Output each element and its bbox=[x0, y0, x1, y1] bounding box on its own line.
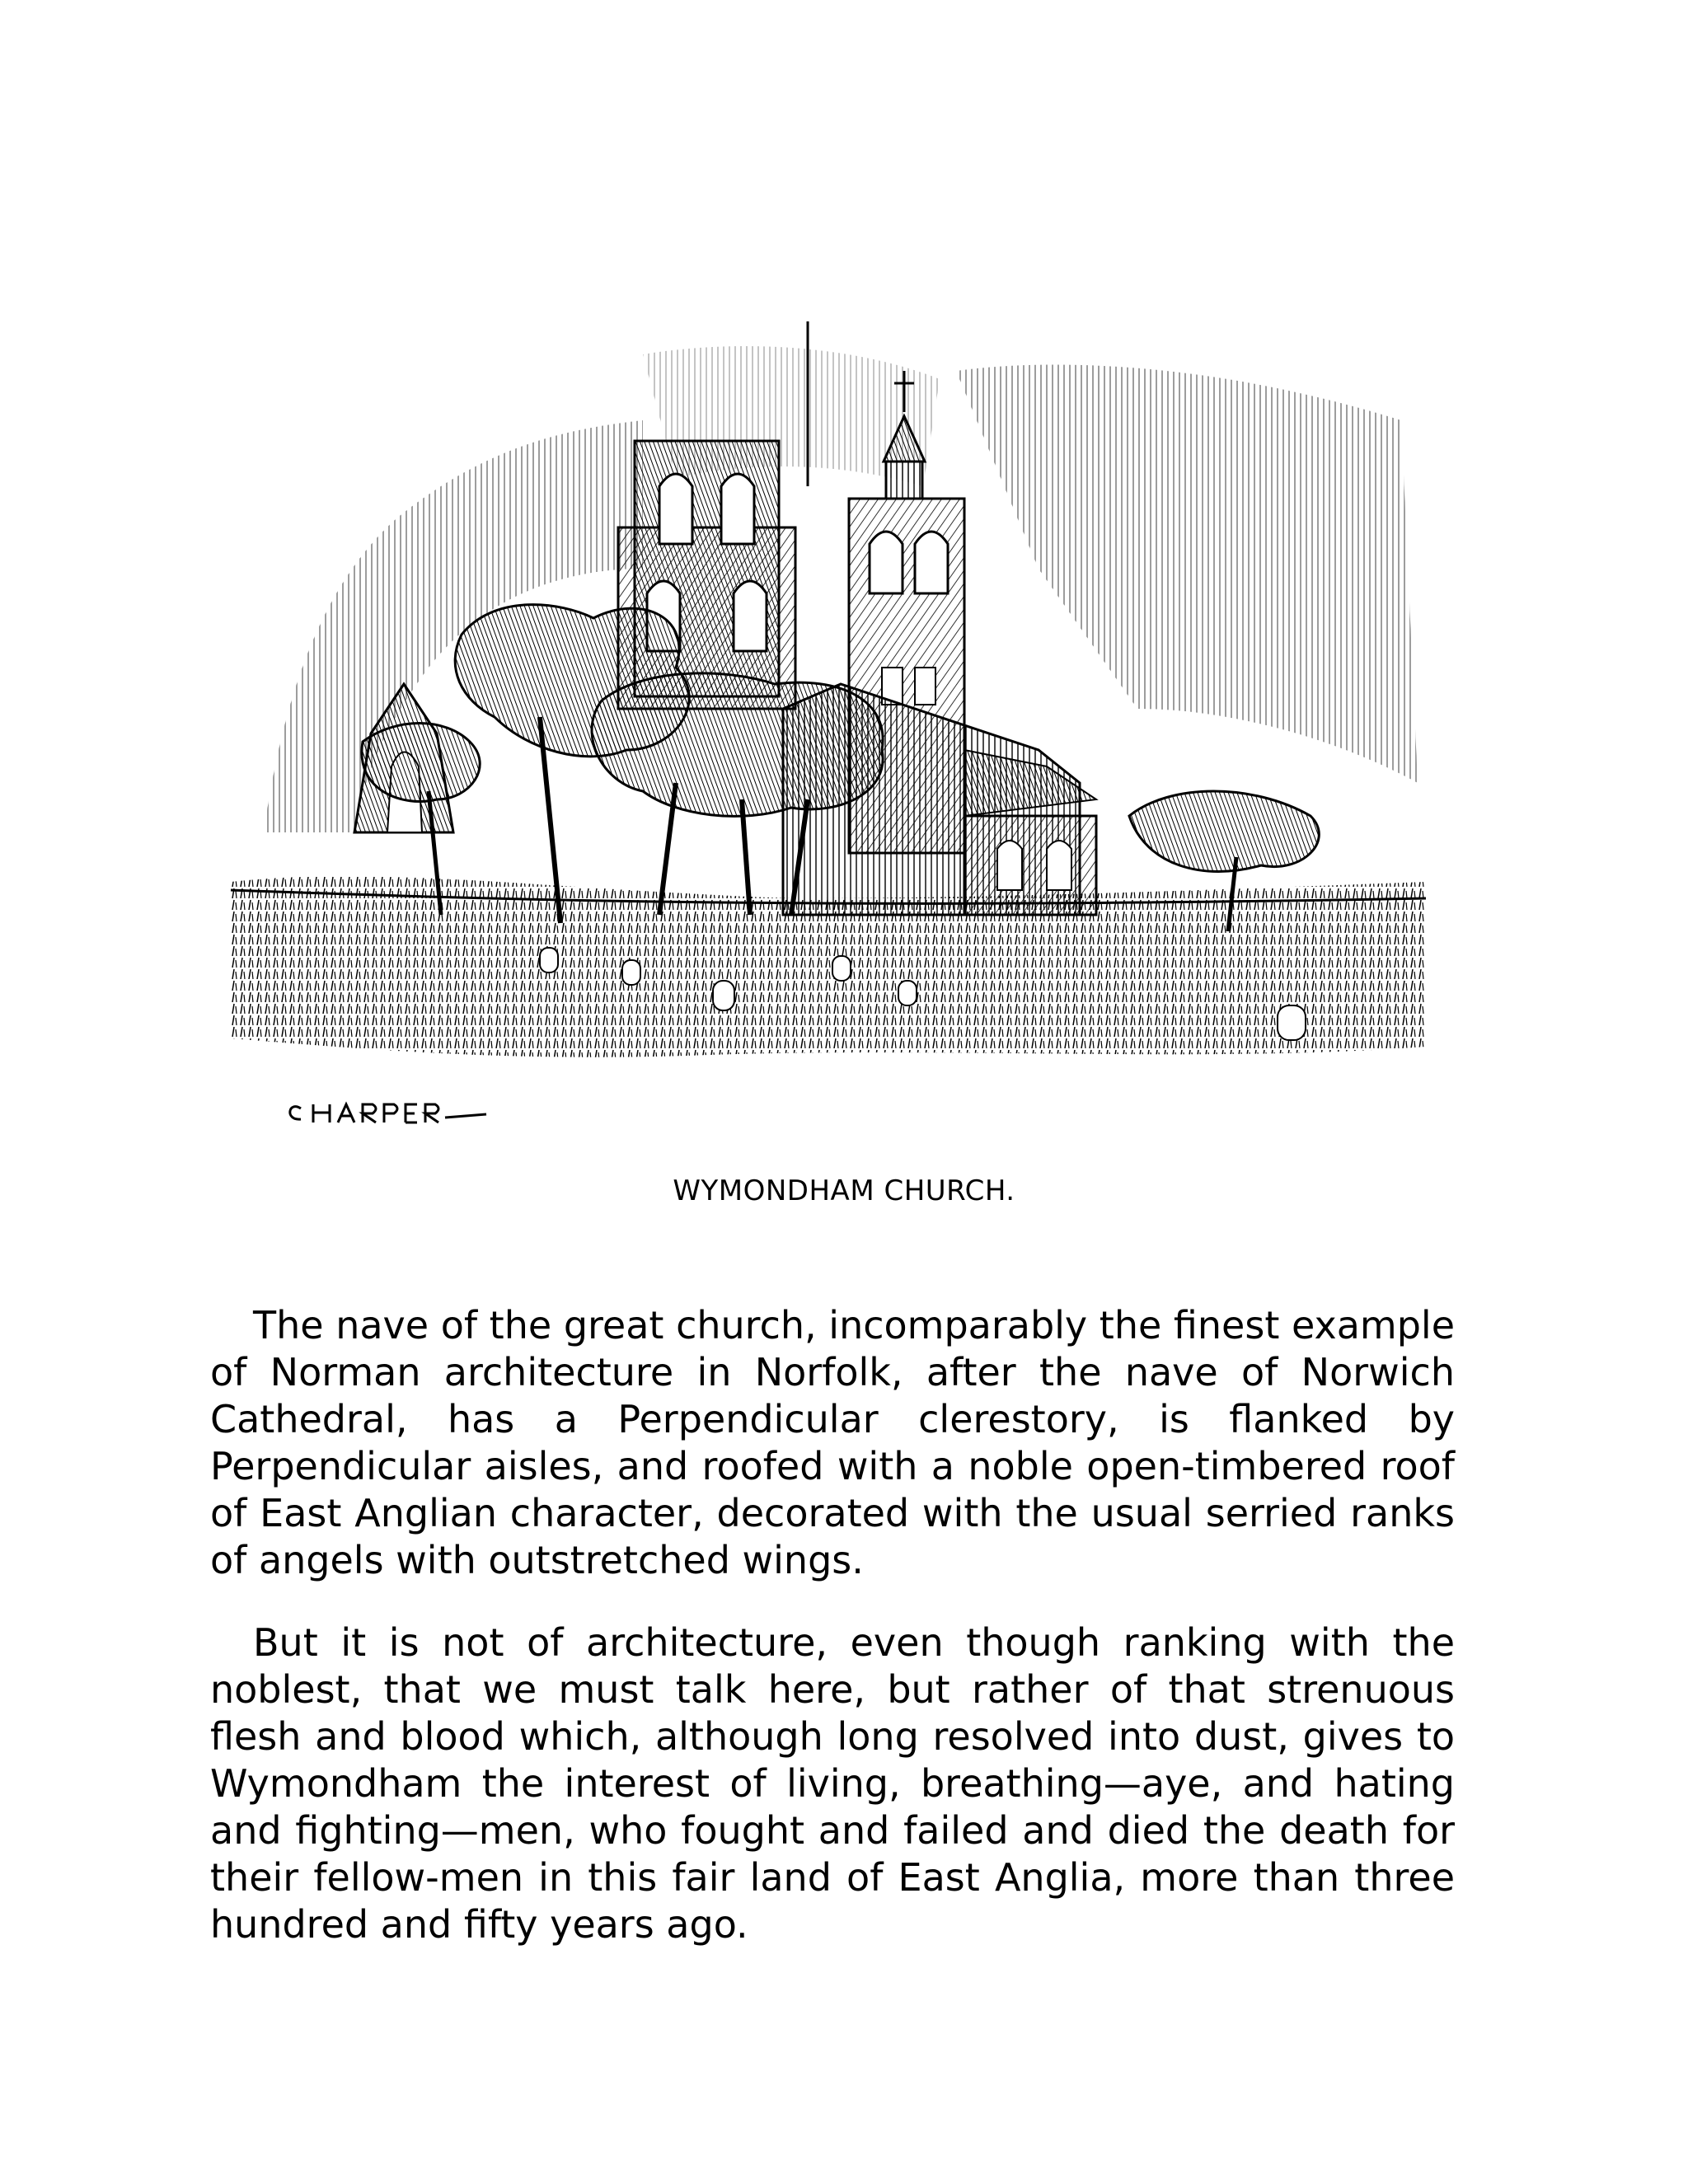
body-paragraph-2: But it is not of architecture, even though ranking with the noblest, that we must talk here, but rather of that strenuous flesh and blood which, although long resolved into dust, gives to Wymondham the interest of living, breathing—aye, and hating and fighting—men, who fought and failed and died the death for their fellow-men in this fair land of East Anglia, more than three hundred and fifty years ago. bbox=[210, 1620, 1455, 1947]
figure-caption: WYMONDHAM CHURCH. bbox=[673, 1174, 1015, 1207]
churchyard bbox=[231, 876, 1426, 1057]
church-illustration bbox=[214, 321, 1459, 1146]
artist-signature bbox=[290, 1104, 486, 1122]
body-paragraph-1: The nave of the great church, incomparably the finest example of Norman architecture in Norfolk, after the nave of Norwich Cathedral, has a Perpendicular clerestory, is flanked by Perpendicular aisles, and roofed with a noble open-timbered roof of East Anglian character, decorated with the usual serried ranks of angels with outstretched wings. bbox=[210, 1303, 1455, 1582]
